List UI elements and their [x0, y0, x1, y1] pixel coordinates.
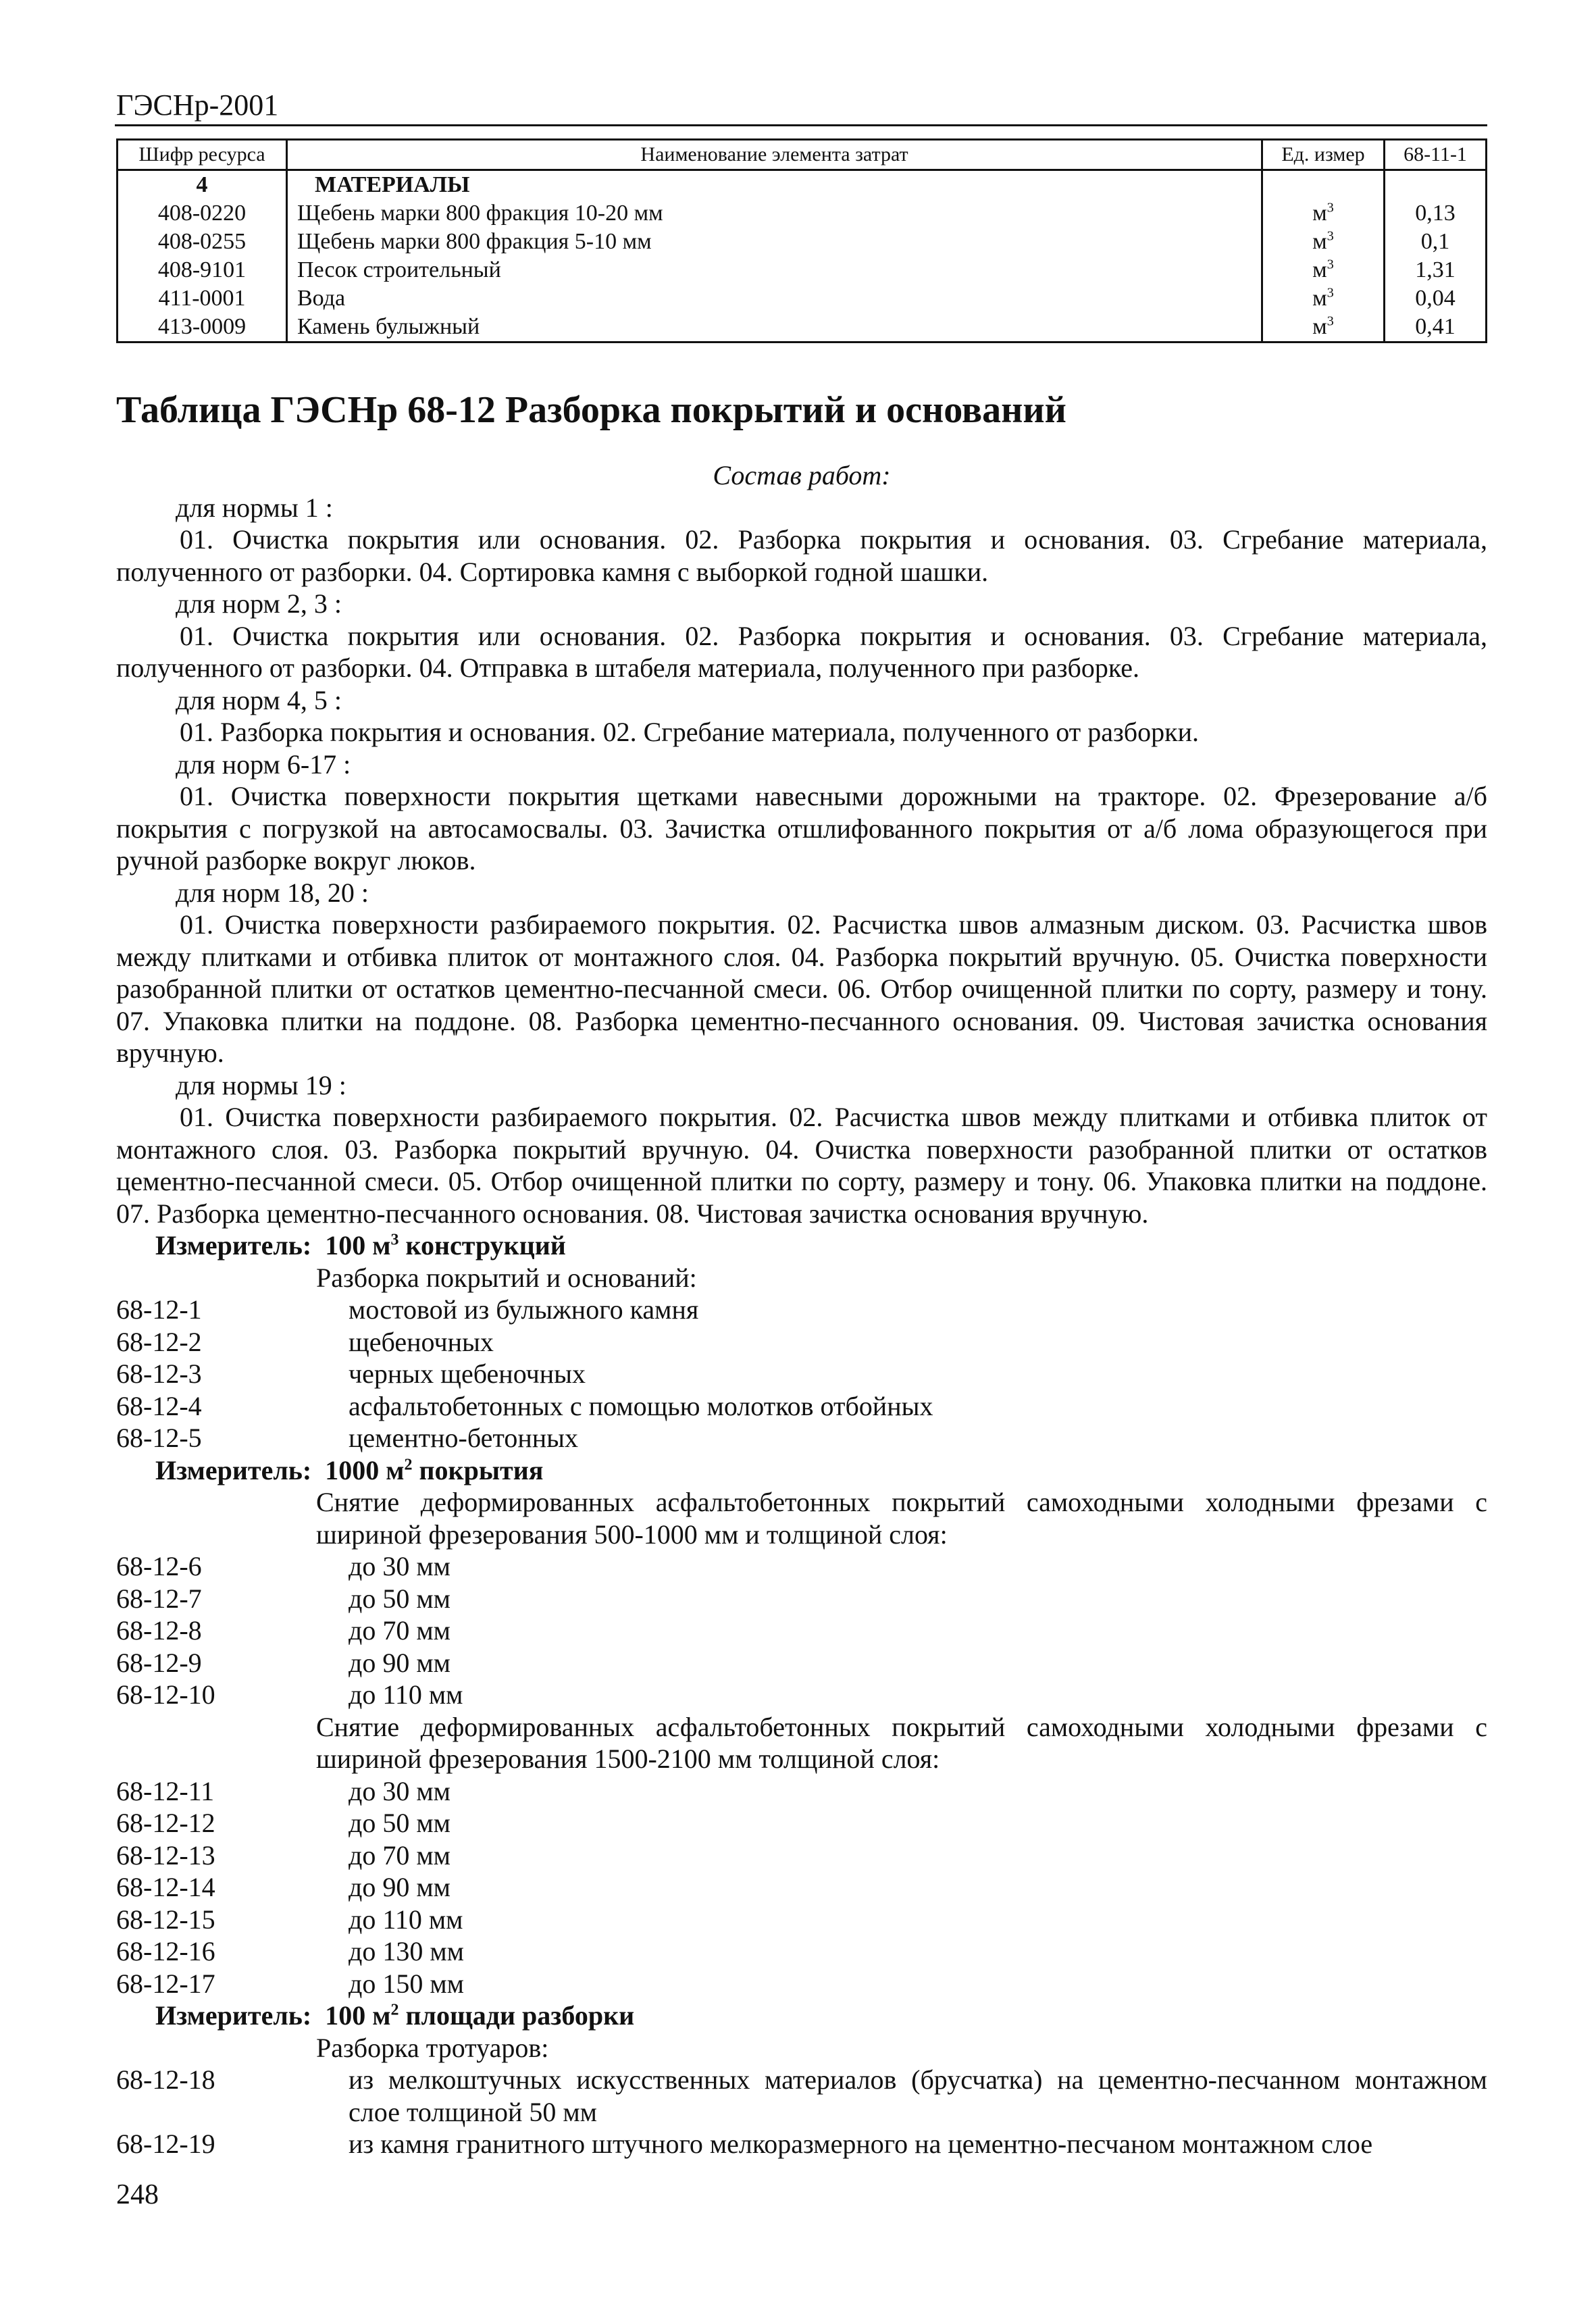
norm-text: мостовой из булыжного камня	[349, 1294, 699, 1325]
norm-text: цементно-бетонных	[349, 1423, 579, 1453]
measure-label: Измеритель:	[155, 2000, 312, 2031]
table-row	[118, 313, 1487, 342]
norm-row	[116, 1390, 1487, 1423]
norm-code: 68-12-8	[116, 1615, 202, 1646]
resource-unit: $м^3$	[1262, 313, 1385, 342]
column-header-name: Наименование элемента затрат	[287, 140, 1262, 170]
norm-row	[116, 1647, 1487, 1679]
norm-text: до 150 мм	[349, 1968, 464, 1999]
resource-value: 0,1	[1385, 228, 1487, 256]
norm-row	[116, 1807, 1487, 1839]
header-rule	[115, 124, 1487, 126]
resource-name: Вода	[287, 284, 1262, 313]
norm-row	[116, 1422, 1487, 1454]
resource-table	[116, 138, 1487, 343]
works-group-text: 01. Очистка поверхности разбираемого покрытия. 02. Расчистка швов между плитками и отбивка плиток от монтажного слоя. 03. Разборка покрытий вручную. 04. Очистка поверхности разобранной плитки от остатков цементно-песчанной смеси. 05. Отбор очищенной плитки по сорту, размеру и тону. 06. Упаковка плитки на поддоне. 07. Разборка цементно-песчанного основания. 08. Чистовая зачистка основания вручную.	[116, 1102, 1487, 1229]
resource-unit: $м^3$	[1262, 284, 1385, 313]
norm-text: до 50 мм	[349, 1583, 451, 1614]
resource-unit: $м^3$	[1262, 228, 1385, 256]
norm-code: 68-12-14	[116, 1872, 215, 1902]
norm-text: до 130 мм	[349, 1936, 464, 1966]
works-group-label: для норм 6-17 :	[176, 748, 351, 780]
column-header-unit: Ед. измер	[1262, 140, 1385, 170]
norm-row	[116, 1326, 1487, 1358]
norm-text: из камня гранитного штучного мелкоразмерного на цементно-песчаном монтажном слое	[349, 2129, 1373, 2159]
norm-text: до 90 мм	[349, 1872, 451, 1902]
column-header-norm: 68-11-1	[1385, 140, 1487, 170]
norm-group	[116, 2032, 1487, 2064]
norm-code: 68-12-9	[116, 1647, 202, 1678]
norm-text: до 30 мм	[349, 1775, 451, 1806]
norm-code: 68-12-13	[116, 1839, 215, 1871]
norm-row	[116, 1775, 1487, 1808]
works-group-label: для норм 2, 3 :	[176, 588, 342, 619]
norm-row	[116, 1550, 1487, 1583]
norm-code: 68-12-17	[116, 1968, 215, 1999]
measure-value: 100 м	[325, 2000, 391, 2031]
works-group-label: для норм 4, 5 :	[176, 684, 342, 715]
norm-code: 68-12-2	[116, 1326, 202, 1357]
norm-text: до 90 мм	[349, 1647, 451, 1678]
measure-heading: Измеритель: 100 $м^3$ конструкций	[155, 1230, 566, 1261]
norm-row	[116, 2128, 1487, 2160]
norm-code: 68-12-6	[116, 1551, 202, 1581]
norm-text: до 110 мм	[349, 1904, 463, 1935]
norm-group	[116, 1711, 1487, 1775]
resource-name: Камень булыжный	[287, 313, 1262, 342]
measure-value: 1000 м	[325, 1454, 405, 1485]
table-row	[118, 199, 1487, 228]
resource-name: Щебень марки 800 фракция 5-10 мм	[287, 228, 1262, 256]
norm-text: из мелкоштучных искусственных материалов (брусчатка) на цементно-песчанном монтажном слое толщиной 50 мм	[349, 2064, 1487, 2127]
norm-row	[116, 1871, 1487, 1904]
norm-group-title: Разборка тротуаров:	[316, 2032, 549, 2063]
norm-text: до 110 мм	[349, 1679, 463, 1710]
section-row	[118, 170, 1487, 200]
norm-code: 68-12-3	[116, 1358, 202, 1389]
table-title: Таблица ГЭСНр 68-12 Разборка покрытий и оснований	[116, 389, 1066, 431]
resource-name: Песок строительный	[287, 256, 1262, 284]
norm-row	[116, 1839, 1487, 1872]
norm-row	[116, 1294, 1487, 1326]
resource-table-header	[118, 140, 1487, 170]
norm-row	[116, 1615, 1487, 1647]
table-row	[118, 284, 1487, 313]
resource-code: 408-0220	[118, 199, 287, 228]
measure-heading: Измеритель: 1000 $м^2$ покрытия	[155, 1454, 544, 1485]
column-header-code: Шифр ресурса	[118, 140, 287, 170]
works-group-label: для нормы 19 :	[176, 1069, 346, 1100]
works-group-label: для нормы 1 :	[176, 492, 333, 523]
norm-row	[116, 1679, 1487, 1711]
section-name: МАТЕРИАЛЫ	[287, 170, 1262, 200]
norm-code: 68-12-1	[116, 1294, 202, 1325]
norm-text: асфальтобетонных с помощью молотков отбойных	[349, 1390, 933, 1421]
resource-unit: $м^3$	[1262, 199, 1385, 228]
resource-code: 408-0255	[118, 228, 287, 256]
table-row	[118, 228, 1487, 256]
works-group-text: 01. Очистка покрытия или основания. 02. Разборка покрытия и основания. 03. Сгребание материала, полученного от разборки. 04. Сортировка камня с выборкой годной шашки.	[116, 524, 1487, 587]
works-group-text: 01. Очистка покрытия или основания. 02. Разборка покрытия и основания. 03. Сгребание материала, полученного от разборки. 04. Отправка в штабеля материала, полученного при разборке.	[116, 620, 1487, 683]
norm-group-title: Снятие деформированных асфальтобетонных покрытий самоходными холодными фрезами с шириной фрезерования 1500-2100 мм толщиной слоя:	[316, 1711, 1487, 1774]
norm-text: до 70 мм	[349, 1839, 451, 1871]
norm-code: 68-12-4	[116, 1390, 202, 1421]
resource-unit: $м^3$	[1262, 256, 1385, 284]
resource-value: 0,41	[1385, 313, 1487, 342]
norm-group-title: Снятие деформированных асфальтобетонных покрытий самоходными холодными фрезами с шириной фрезерования 500-1000 мм и толщиной слоя:	[316, 1487, 1487, 1550]
norm-code: 68-12-15	[116, 1904, 215, 1935]
norm-row	[116, 1904, 1487, 1936]
document-body	[116, 459, 1487, 2160]
norm-group-title: Разборка покрытий и оснований:	[316, 1262, 697, 1293]
norm-row	[116, 1935, 1487, 1968]
measure-label: Измеритель:	[155, 1454, 312, 1485]
norm-group	[116, 1262, 1487, 1294]
norm-code: 68-12-16	[116, 1936, 215, 1966]
norm-row	[116, 1358, 1487, 1390]
measure-value: 100 м	[325, 1230, 391, 1261]
works-group-text: 01. Очистка поверхности покрытия щетками навесными дорожными на тракторе. 02. Фрезерование а/б покрытия с погрузкой на автосамосвалы. 03. Зачистка отшлифованного покрытия от а/б лома образующегося при ручной разборке вокруг люков.	[116, 781, 1487, 875]
works-group-text: 01. Разборка покрытия и основания. 02. Сгребание материала, полученного от разборки.	[180, 717, 1199, 747]
resource-code: 411-0001	[118, 284, 287, 313]
norm-row	[116, 1583, 1487, 1615]
norm-code: 68-12-7	[116, 1583, 202, 1614]
norm-group	[116, 1486, 1487, 1550]
section-code: 4	[118, 170, 287, 200]
norm-row	[116, 1968, 1487, 2000]
resource-name: Щебень марки 800 фракция 10-20 мм	[287, 199, 1262, 228]
resource-value: 0,13	[1385, 199, 1487, 228]
works-heading: Состав работ:	[713, 460, 891, 490]
table-row	[118, 256, 1487, 284]
resource-value: 0,04	[1385, 284, 1487, 313]
works-group-text: 01. Очистка поверхности разбираемого покрытия. 02. Расчистка швов алмазным диском. 03. Расчистка швов между плитками и отбивка плиток от монтажного слоя. 04. Разборка покрытий вручную. 05. Очистка поверхности разобранной плитки от остатков цементно-песчанной смеси. 06. Отбор очищенной плитки по сорту, размеру и тону. 07. Упаковка плитки на поддоне. 08. Разборка цементно-песчанного основания. 09. Чистовая зачистка основания вручную.	[116, 909, 1487, 1068]
norm-code: 68-12-5	[116, 1423, 202, 1453]
norm-code: 68-12-11	[116, 1775, 215, 1806]
norm-code: 68-12-19	[116, 2129, 215, 2159]
resource-code: 413-0009	[118, 313, 287, 342]
norm-text: до 50 мм	[349, 1808, 451, 1838]
norm-text: черных щебеночных	[349, 1358, 586, 1389]
works-group-label: для норм 18, 20 :	[176, 877, 369, 908]
norm-row	[116, 2064, 1487, 2128]
measure-heading: Измеритель: 100 $м^2$ площади разборки	[155, 2000, 635, 2031]
resource-code: 408-9101	[118, 256, 287, 284]
resource-value: 1,31	[1385, 256, 1487, 284]
norm-code: 68-12-12	[116, 1808, 215, 1838]
norm-text: до 70 мм	[349, 1615, 451, 1646]
norm-text: щебеночных	[349, 1326, 494, 1357]
norm-code: 68-12-10	[116, 1679, 215, 1710]
norm-code: 68-12-18	[116, 2064, 215, 2095]
page-number: 248	[116, 2179, 159, 2210]
measure-label: Измеритель:	[155, 1230, 312, 1261]
norm-text: до 30 мм	[349, 1551, 451, 1581]
running-header: ГЭСНр-2001	[116, 88, 279, 122]
